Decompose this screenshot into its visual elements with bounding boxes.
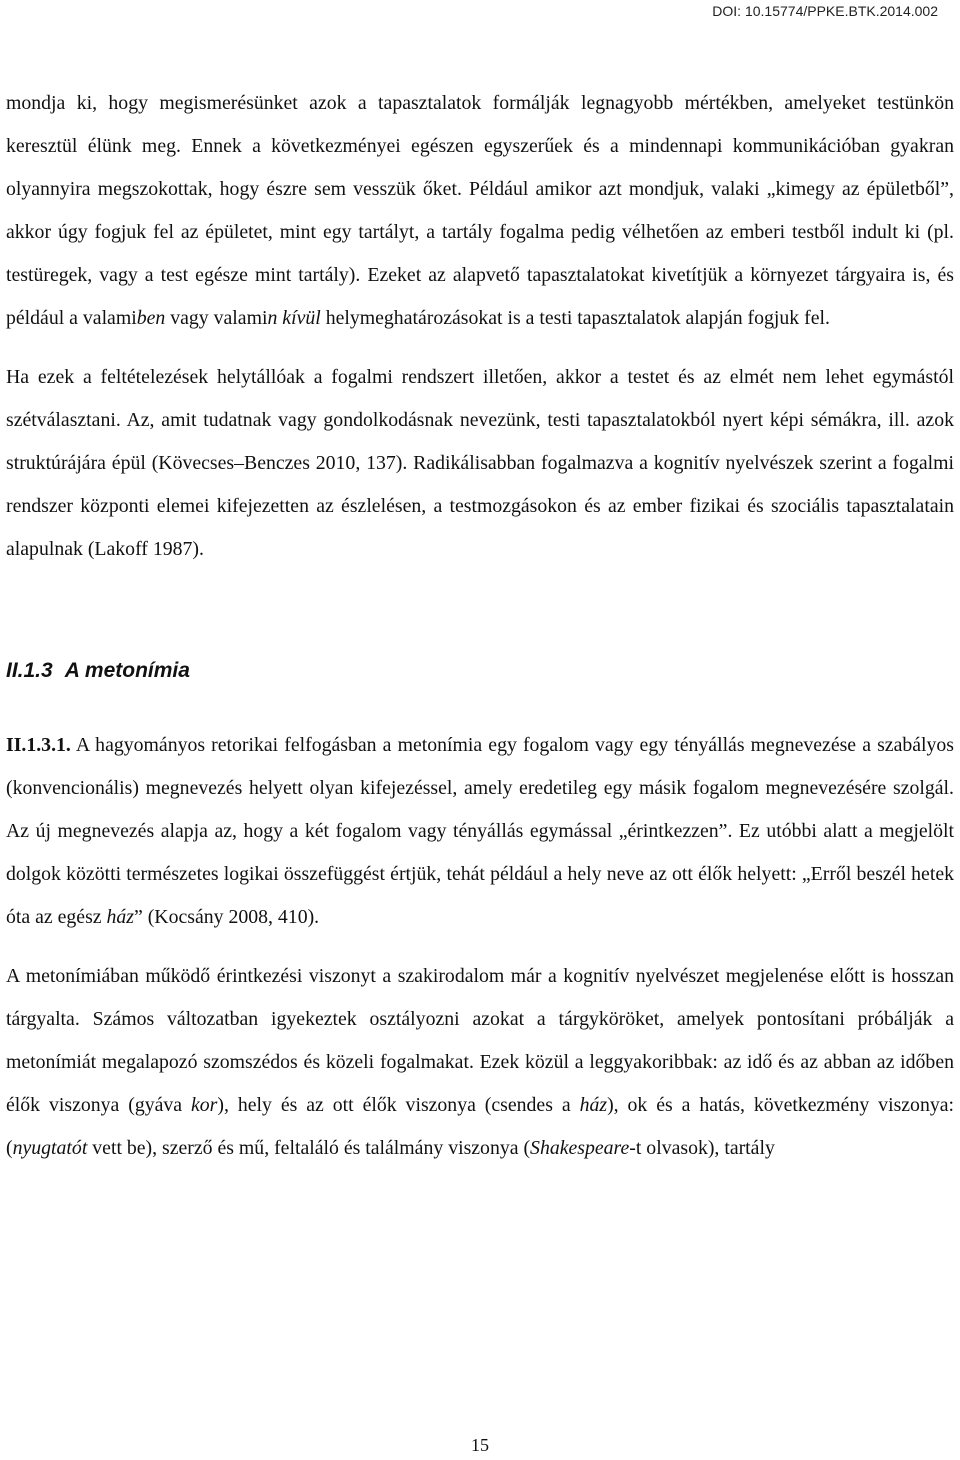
page-body (6, 82, 954, 1170)
italic-run: ház (579, 1094, 608, 1116)
subsection-label: II.1.3.1. (6, 734, 71, 756)
italic-run: Shakespeare (530, 1137, 630, 1159)
section-title: A metonímia (64, 659, 190, 682)
paragraph-metonymy-definition (6, 724, 954, 939)
text-run: -t olvasok), tartály (629, 1137, 775, 1159)
text-run: vagy valami (165, 307, 268, 329)
paragraph-mind-body: Ha ezek a feltételezések helytállóak a fogalmi rendszert illetően, akkor a testet és az elmét nem lehet egymástól szétválasztani. Az, amit tudatnak vagy gondolkodásnak nevezünk, testi tapasztalatokból nyert képi sémákra, ill. azok struktúrájára épül (Kövecses–Benczes 2010, 137). Radikálisabban fogalmazva a kognitív nyelvészek szerint a fogalmi rendszer központi elemei kifejezetten az észlelésen, a testmozgásokon és az ember fizikai és szociális tapasztalatain alapulnak (Lakoff 1987). (6, 366, 954, 560)
text-run: A hagyományos retorikai felfogásban a metonímia egy fogalom vagy egy tényállás megnevezése a szabályos (konvencionális) megnevezés helyett olyan kifejezéssel, amely eredetileg egy másik fogalom megnevezésére szolgál. Az új megnevezés alapja az, hogy a két fogalom vagy tényállás egymással „érintkezzen”. Ez utóbbi alatt a megjelölt dolgok közötti természetes logikai összefüggést értjük, tehát például a hely neve az ott élők helyett: „Erről beszél hetek óta az egész (6, 734, 954, 928)
italic-run: ben (136, 307, 166, 329)
paragraph-embodiment (6, 82, 954, 340)
text-run: A metonímiában működő érintkezési viszonyt a szakirodalom már a kognitív nyelvészet megjelenése előtt is hosszan tárgyalta. Számos változatban igyekeztek osztályozni azokat a tárgyköröket, amelyek pontosítani próbálják a metonímiát megalapozó szomszédos és közeli fogalmakat. Ezek közül a leggyakoribbak: az idő és az abban az időben élők viszonya (gyáva (6, 965, 954, 1116)
paragraph-metonymy-types (6, 955, 954, 1170)
page-number: 15 (471, 1435, 489, 1455)
italic-run: ház (106, 906, 134, 928)
section-number: II.1.3 (6, 659, 53, 682)
text-run: vett be), szerző és mű, feltaláló és találmány viszonya ( (87, 1137, 531, 1159)
text-run: ” (Kocsány 2008, 410). (133, 906, 320, 928)
text-run: ), ok és a hatás, következmény viszonya: ( (6, 1094, 954, 1159)
text-run: helymeghatározásokat is a testi tapasztalatok alapján fogjuk fel. (320, 307, 830, 329)
italic-run: nyugtatót (12, 1137, 88, 1159)
section-heading (6, 656, 954, 686)
italic-run: kor (191, 1094, 218, 1116)
doi-header: DOI: 10.15774/PPKE.BTK.2014.002 (712, 3, 938, 19)
italic-run: n kívül (267, 307, 321, 329)
text-run: ), hely és az ott élők viszonya (csendes a (217, 1094, 580, 1116)
text-run: mondja ki, hogy megismerésünket azok a tapasztalatok formálják legnagyobb mértékben, amelyeket testünkön keresztül élünk meg. Ennek a következményei egészen egyszerűek és a mindennapi kommunikációban gyakran olyannyira megszokottak, hogy észre sem vesszük őket. Például amikor azt mondjuk, valaki „kimegy az épületből”, akkor úgy fogjuk fel az épületet, mint egy tartályt, a tartály fogalma pedig vélhetően az emberi testből indult ki (pl. testüregek, vagy a test egésze mint tartály). Ezeket az alapvető tapasztalatokat kivetítjük a környezet tárgyaira is, és például a valami (6, 92, 954, 329)
